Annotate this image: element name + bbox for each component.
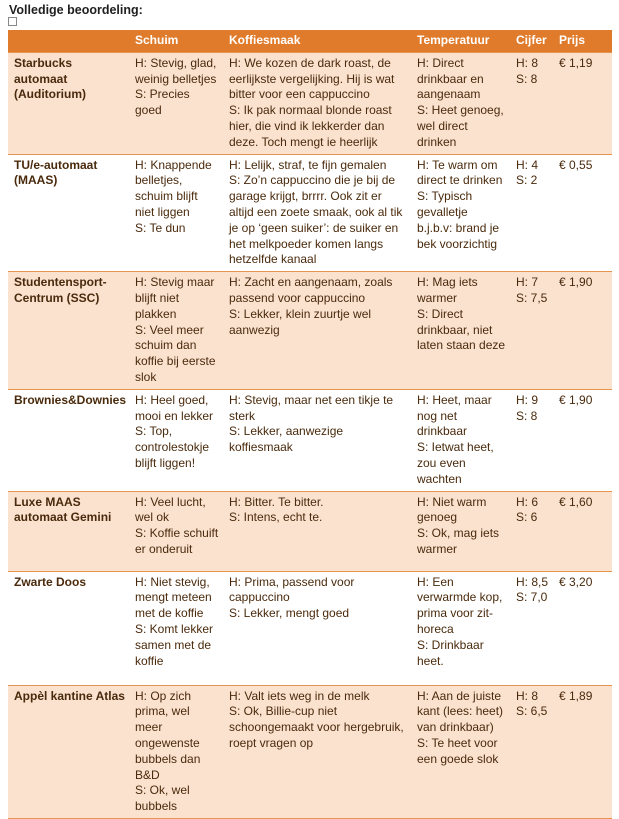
table-row <box>8 389 612 491</box>
koffiesmaak-line: H: Lelijk, straf, te fijn gemalen <box>229 157 387 172</box>
cijfer-line: H: 8 <box>516 55 539 70</box>
cijfer-line: S: 7,5 <box>516 290 548 305</box>
temperatuur-line: S: Ietwat heet, zou even wachten <box>417 440 494 486</box>
table-row <box>8 491 612 571</box>
cell-location-name: Starbucks automaat (Auditorium) <box>8 52 129 154</box>
schuim-line: S: Komt lekker samen met de koffie <box>135 621 214 668</box>
cell-cijfer <box>510 571 553 685</box>
koffiesmaak-line: H: Stevig, maar net een tikje te sterk <box>229 392 394 423</box>
koffiesmaak-line: S: Lekker, aanwezige koffiesmaak <box>229 424 344 455</box>
cell-schuim <box>129 685 223 818</box>
temperatuur-line: S: Te heet voor een goede slok <box>417 735 499 766</box>
cursor-marker <box>8 17 17 26</box>
schuim-line: S: Precies goed <box>135 87 190 118</box>
koffiesmaak-line: H: We kozen de dark roast, de eerlijkste vergelijking. Hij is wat bitter voor een cappuccino <box>229 55 395 102</box>
temperatuur-line: S: Ok, mag iets warmer <box>417 526 500 556</box>
temperatuur-line: H: Een verwarmde kop, prima voor zit-horeca <box>417 574 503 636</box>
header-schuim: Schuim <box>129 30 223 52</box>
cijfer-line: H: 8,5 <box>516 574 549 589</box>
schuim-line: H: Niet stevig, mengt meteen met de koffie <box>135 574 212 621</box>
temperatuur-line: S: Typisch gevalletje b.j.b.v: brand je bek voorzichtig <box>417 189 500 251</box>
cell-location-name: Studentensport-Centrum (SSC) <box>8 272 129 390</box>
temperatuur-line: H: Mag iets warmer <box>417 275 478 305</box>
cell-temperatuur <box>411 571 510 685</box>
schuim-line: S: Koffie schuift er onderuit <box>135 526 219 556</box>
koffiesmaak-line: H: Prima, passend voor cappuccino <box>229 574 355 605</box>
koffiesmaak-line: S: Zo’n cappuccino die je bij de garage krijgt, brrrr. Ook zit er altijd een zoete smaak, ook al tik je op ‘geen suiker’: de suiker en het melkpoeder komen langs hetzelfde kanaal <box>229 173 403 267</box>
cell-schuim <box>129 272 223 390</box>
cell-prijs: € 1,89 <box>553 685 612 818</box>
schuim-line: H: Heel goed, mooi en lekker <box>135 392 214 423</box>
header-prijs: Prijs <box>553 30 612 52</box>
cell-koffiesmaak <box>223 389 411 491</box>
cell-prijs: € 1,90 <box>553 389 612 491</box>
cell-prijs: € 3,20 <box>553 571 612 685</box>
cell-temperatuur <box>411 685 510 818</box>
cell-location-name: Zwarte Doos <box>8 571 129 685</box>
table-row <box>8 52 612 154</box>
cijfer-line: H: 6 <box>516 494 539 509</box>
table-row <box>8 571 612 685</box>
schuim-line: S: Ok, wel bubbels <box>135 783 190 814</box>
cell-schuim <box>129 52 223 154</box>
schuim-line: S: Te dun <box>135 220 186 235</box>
koffiesmaak-line: H: Zacht en aangenaam, zoals passend voor cappuccino <box>229 275 393 305</box>
cell-cijfer <box>510 491 553 571</box>
schuim-line: S: Top, controlestokje blijft liggen! <box>135 424 210 470</box>
temperatuur-line: H: Te warm om direct te drinken <box>417 157 503 188</box>
page-title: Volledige beoordeling: <box>9 3 143 17</box>
cell-cijfer <box>510 685 553 818</box>
temperatuur-line: S: Heet genoeg, wel direct drinken <box>417 103 504 149</box>
header-name <box>8 30 129 52</box>
cell-schuim <box>129 389 223 491</box>
cell-koffiesmaak <box>223 571 411 685</box>
cell-schuim <box>129 491 223 571</box>
cijfer-line: H: 7 <box>516 275 539 290</box>
table-body <box>8 52 612 818</box>
cijfer-line: S: 7,0 <box>516 590 548 605</box>
cijfer-line: H: 4 <box>516 157 539 172</box>
temperatuur-line: S: Drinkbaar heet. <box>417 637 484 668</box>
schuim-line: H: Op zich prima, wel meer ongewenste bubbels dan B&D <box>135 688 201 782</box>
header-cijfer: Cijfer <box>510 30 553 52</box>
cell-koffiesmaak <box>223 154 411 272</box>
koffiesmaak-line: S: Lekker, klein zuurtje wel aanwezig <box>229 306 372 337</box>
header-koffiesmaak: Koffiesmaak <box>223 30 411 52</box>
cell-temperatuur <box>411 154 510 272</box>
cell-temperatuur <box>411 389 510 491</box>
header-temperatuur: Temperatuur <box>411 30 510 52</box>
schuim-line: H: Stevig maar blijft niet plakken <box>135 275 215 321</box>
temperatuur-line: H: Aan de juiste kant (lees: heet) van drinkbaar) <box>417 688 504 735</box>
koffiesmaak-line: S: Lekker, mengt goed <box>229 606 350 621</box>
cell-prijs: € 1,19 <box>553 52 612 154</box>
cell-temperatuur <box>411 272 510 390</box>
cijfer-line: H: 9 <box>516 392 539 407</box>
schuim-line: H: Stevig, glad, weinig belletjes <box>135 55 217 86</box>
cell-temperatuur <box>411 491 510 571</box>
cijfer-line: S: 6 <box>516 510 538 525</box>
cell-prijs: € 0,55 <box>553 154 612 272</box>
cell-location-name: Appèl kantine Atlas <box>8 685 129 818</box>
table-row <box>8 154 612 272</box>
schuim-line: H: Knappende belletjes, schuim blijft niet liggen <box>135 157 212 219</box>
cell-location-name: Luxe MAAS automaat Gemini <box>8 491 129 571</box>
cell-cijfer <box>510 52 553 154</box>
schuim-line: H: Veel lucht, wel ok <box>135 494 206 525</box>
table-row <box>8 272 612 390</box>
cell-cijfer <box>510 389 553 491</box>
cell-koffiesmaak <box>223 272 411 390</box>
cell-location-name: Brownies&Downies <box>8 389 129 491</box>
cell-schuim <box>129 154 223 272</box>
cell-schuim <box>129 571 223 685</box>
cell-cijfer <box>510 154 553 272</box>
koffiesmaak-line: S: Ok, Billie-cup niet schoongemaakt voor hergebruik, roept vragen op <box>229 704 404 750</box>
cell-koffiesmaak <box>223 685 411 818</box>
cell-koffiesmaak <box>223 52 411 154</box>
cell-koffiesmaak <box>223 491 411 571</box>
cell-temperatuur <box>411 52 510 154</box>
schuim-line: S: Veel meer schuim dan koffie bij eerste slok <box>135 322 216 384</box>
cell-prijs: € 1,90 <box>553 272 612 390</box>
table-row <box>8 685 612 818</box>
temperatuur-line: H: Niet warm genoeg <box>417 494 487 525</box>
cijfer-line: H: 8 <box>516 688 539 703</box>
cijfer-line: S: 8 <box>516 408 538 423</box>
cell-cijfer <box>510 272 553 390</box>
koffiesmaak-line: H: Bitter. Te bitter. <box>229 494 324 509</box>
cell-prijs: € 1,60 <box>553 491 612 571</box>
temperatuur-line: S: Direct drinkbaar, niet laten staan deze <box>417 306 506 353</box>
koffiesmaak-line: H: Valt iets weg in de melk <box>229 688 370 703</box>
table-header-row <box>8 30 612 52</box>
koffiesmaak-line: S: Ik pak normaal blonde roast hier, die vind ik lekkerder dan deze. Toch mengt ie heerlijk <box>229 103 392 149</box>
cijfer-line: S: 2 <box>516 173 538 188</box>
cell-location-name: TU/e-automaat (MAAS) <box>8 154 129 272</box>
cijfer-line: S: 8 <box>516 71 538 86</box>
temperatuur-line: H: Heet, maar nog net drinkbaar <box>417 392 492 439</box>
temperatuur-line: H: Direct drinkbaar en aangenaam <box>417 55 484 102</box>
cijfer-line: S: 6,5 <box>516 704 548 719</box>
review-table <box>8 30 612 819</box>
koffiesmaak-line: S: Intens, echt te. <box>229 510 323 525</box>
